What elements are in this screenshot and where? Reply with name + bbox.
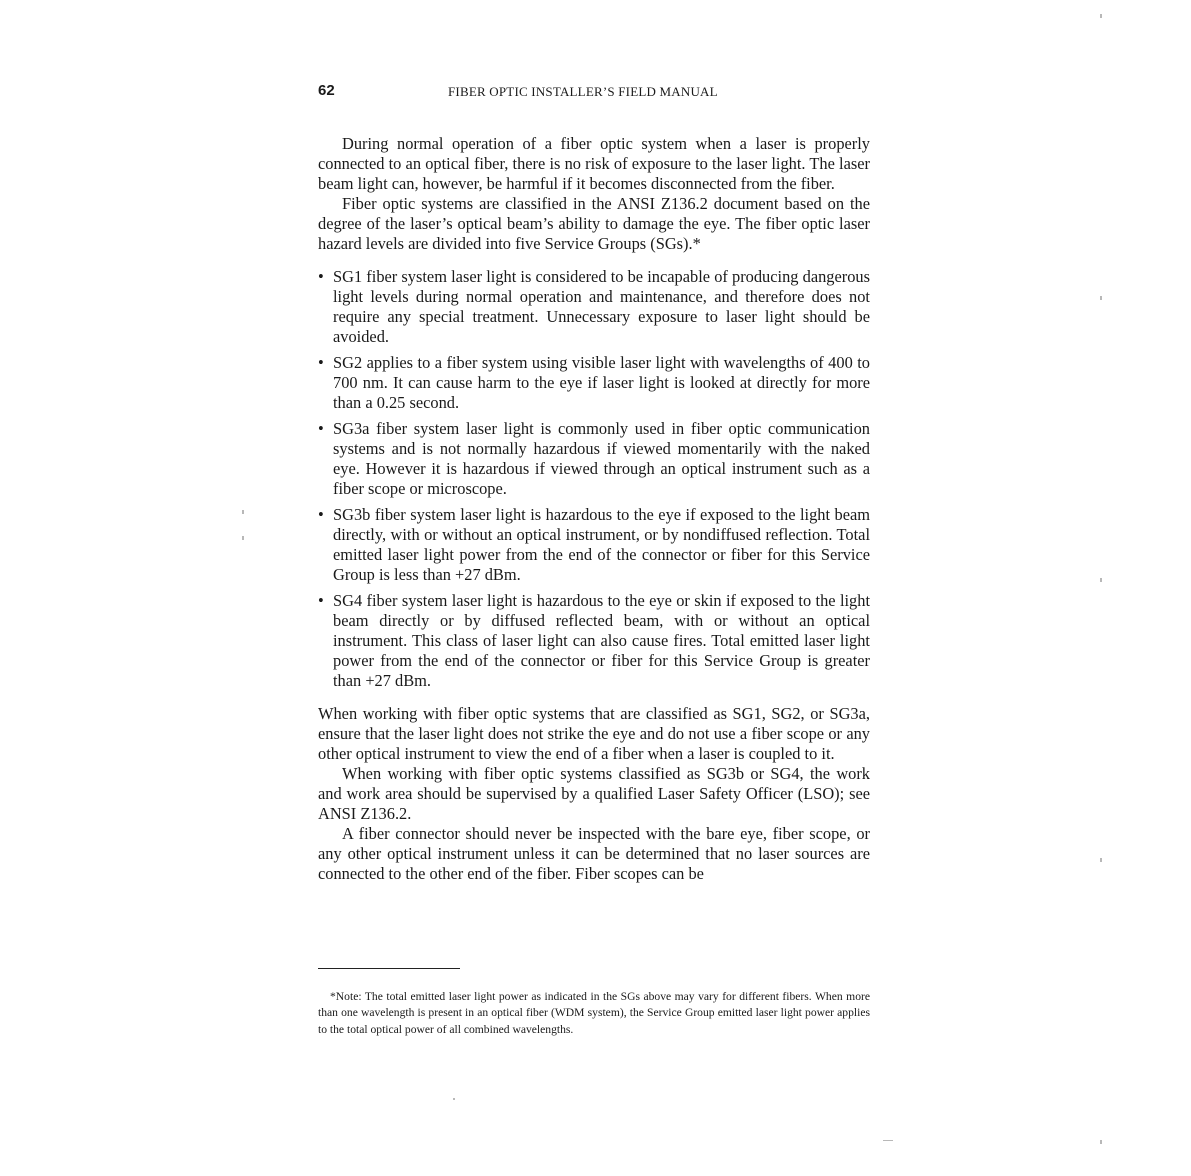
body-paragraph: When working with fiber optic systems classified as SG3b or SG4, the work and work area should be supervised by a qualified Laser Safety Officer (LSO); see ANSI Z136.2. <box>318 764 870 823</box>
page-number: 62 <box>318 82 335 99</box>
list-item-text: SG2 applies to a fiber system using visible laser light with wavelengths of 400 to 700 nm. It can cause harm to the eye if laser light is looked at directly for more than a 0.25 second. <box>333 353 870 412</box>
scan-speck <box>1100 296 1102 300</box>
scan-speck <box>883 1140 893 1141</box>
page-header <box>318 82 878 102</box>
intro-paragraph: Fiber optic systems are classified in the ANSI Z136.2 document based on the degree of the laser’s optical beam’s ability to damage the eye. The fiber optic laser hazard levels are divided into five Service Groups (SGs).* <box>318 194 870 253</box>
footnote: *Note: The total emitted laser light power as indicated in the SGs above may vary for different fibers. When more than one wavelength is present in an optical fiber (WDM system), the Service Group emitted laser light power applies to the total optical power of all combined wavelengths. <box>318 989 870 1036</box>
scan-speck <box>242 510 244 514</box>
intro-paragraph: During normal operation of a fiber optic system when a laser is properly connected to an optical fiber, there is no risk of exposure to the laser light. The laser beam light can, however, be harmful if it becomes disconnected from the fiber. <box>318 134 870 193</box>
service-group-list <box>318 267 870 691</box>
list-item-text: SG1 fiber system laser light is considered to be incapable of producing dangerous light levels during normal operation and maintenance, and therefore does not require any special treatment. Unnecessary exposure to laser light should be avoided. <box>333 267 870 346</box>
list-item-text: SG4 fiber system laser light is hazardous to the eye or skin if exposed to the light beam directly or by diffused reflected beam, with or without an optical instrument. This class of laser light can also cause fires. Total emitted laser light power from the end of the connector or fiber for this Service Group is greater than +27 dBm. <box>333 591 870 690</box>
body-text <box>318 134 870 884</box>
bullet-icon: • <box>318 353 324 372</box>
scan-speck <box>242 536 244 540</box>
running-head: FIBER OPTIC INSTALLER’S FIELD MANUAL <box>448 84 718 99</box>
bullet-icon: • <box>318 419 324 438</box>
scan-speck <box>1100 578 1102 582</box>
list-item <box>318 591 870 691</box>
bullet-icon: • <box>318 505 324 524</box>
body-paragraph: When working with fiber optic systems that are classified as SG1, SG2, or SG3a, ensure that the laser light does not strike the eye and do not use a fiber scope or any other optical instrument to view the end of a fiber when a laser is coupled to it. <box>318 704 870 763</box>
list-item <box>318 505 870 585</box>
list-item <box>318 419 870 499</box>
bullet-icon: • <box>318 591 324 610</box>
list-item <box>318 353 870 413</box>
scan-speck <box>1100 14 1102 18</box>
scan-speck <box>453 1098 455 1100</box>
list-item-text: SG3a fiber system laser light is commonly used in fiber optic communication systems and is not normally hazardous if viewed momentarily with the naked eye. However it is hazardous if viewed through an optical instrument such as a fiber scope or microscope. <box>333 419 870 498</box>
bullet-icon: • <box>318 267 324 286</box>
scan-speck <box>1100 858 1102 862</box>
list-item <box>318 267 870 347</box>
footnote-divider <box>318 968 460 969</box>
scan-speck <box>1100 1140 1102 1144</box>
body-paragraph: A fiber connector should never be inspected with the bare eye, fiber scope, or any other optical instrument unless it can be determined that no laser sources are connected to the other end of the fiber. Fiber scopes can be <box>318 824 870 883</box>
list-item-text: SG3b fiber system laser light is hazardous to the eye if exposed to the light beam directly, with or without an optical instrument, or by nondiffused reflection. Total emitted laser light power from the end of the connector or fiber for this Service Group is less than +27 dBm. <box>333 505 870 584</box>
